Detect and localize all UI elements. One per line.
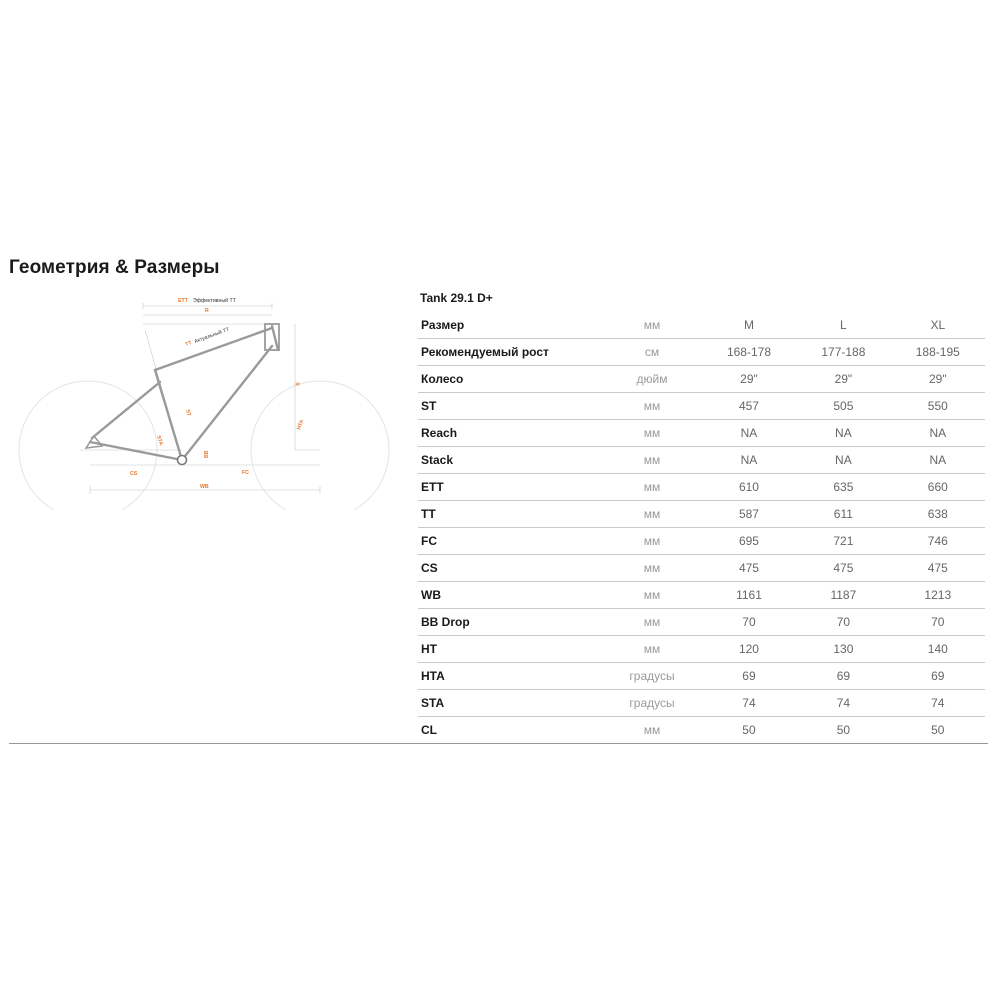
row-name: HT [418,636,602,663]
row-unit: мм [602,555,702,582]
row-unit: см [602,339,702,366]
table-row [418,501,985,528]
row-value: 70 [891,609,985,636]
row-value: 130 [796,636,890,663]
diagram-label-ett: ETT [178,298,188,304]
diagram-label-hta: HTA [296,418,306,431]
row-value: 74 [702,690,796,717]
row-unit: мм [602,609,702,636]
table-row [418,663,985,690]
diagram-label-bb: BB [204,450,210,458]
section-divider [9,743,988,744]
table-row [418,447,985,474]
row-value: 1213 [891,582,985,609]
row-name: ST [418,393,602,420]
row-value: 587 [702,501,796,528]
diagram-label-st: ST [184,408,192,417]
row-unit: мм [602,582,702,609]
row-value: NA [796,447,890,474]
row-value: 50 [796,717,890,744]
row-value: 69 [891,663,985,690]
row-name: Stack [418,447,602,474]
row-value: 69 [702,663,796,690]
row-name: HTA [418,663,602,690]
row-name: Колесо [418,366,602,393]
table-row [418,609,985,636]
row-value: 140 [891,636,985,663]
row-value: NA [891,420,985,447]
row-value: 168-178 [702,339,796,366]
header-name: Размер [418,312,602,339]
row-value: 188-195 [891,339,985,366]
table-row [418,528,985,555]
row-name: STA [418,690,602,717]
model-name: Tank 29.1 D+ [420,291,493,305]
row-value: NA [702,420,796,447]
row-value: 638 [891,501,985,528]
diagram-label-sta: STA [155,434,164,447]
table-row [418,339,985,366]
row-value: 611 [796,501,890,528]
row-name: CL [418,717,602,744]
table-row [418,555,985,582]
row-value: 475 [891,555,985,582]
row-value: 550 [891,393,985,420]
row-name: ETT [418,474,602,501]
row-value: 50 [702,717,796,744]
geometry-table [418,312,985,744]
row-value: 177-188 [796,339,890,366]
diagram-label-wb: WB [200,484,209,490]
row-value: 74 [796,690,890,717]
diagram-label-tt-text: Актуальный TT [193,326,231,345]
row-name: BB Drop [418,609,602,636]
bottom-bracket [178,456,187,465]
row-value: 660 [891,474,985,501]
row-value: 457 [702,393,796,420]
diagram-label-s: S [295,381,302,387]
header-size-xl: XL [891,312,985,339]
row-value: 746 [891,528,985,555]
row-value: 610 [702,474,796,501]
row-unit: мм [602,636,702,663]
row-unit: мм [602,447,702,474]
row-value: 475 [796,555,890,582]
row-value: 29" [891,366,985,393]
row-value: 475 [702,555,796,582]
row-value: NA [702,447,796,474]
row-unit: дюйм [602,366,702,393]
row-name: TT [418,501,602,528]
row-value: 70 [702,609,796,636]
table-row [418,690,985,717]
row-value: 69 [796,663,890,690]
row-name: CS [418,555,602,582]
table-row [418,420,985,447]
row-unit: мм [602,528,702,555]
header-size-m: M [702,312,796,339]
row-name: Рекомендуемый рост [418,339,602,366]
row-value: NA [891,447,985,474]
row-value: 635 [796,474,890,501]
row-value: NA [796,420,890,447]
header-size-l: L [796,312,890,339]
row-name: FC [418,528,602,555]
row-value: 505 [796,393,890,420]
row-value: 74 [891,690,985,717]
row-unit: мм [602,501,702,528]
row-name: Reach [418,420,602,447]
row-name: WB [418,582,602,609]
diagram-label-cs: CS [130,471,138,477]
row-value: 120 [702,636,796,663]
row-value: 29" [796,366,890,393]
table-row [418,366,985,393]
bike-geometry-diagram [10,290,410,510]
row-value: 29" [702,366,796,393]
table-row [418,393,985,420]
row-value: 1187 [796,582,890,609]
row-unit: мм [602,393,702,420]
row-value: 721 [796,528,890,555]
row-unit: мм [602,420,702,447]
row-value: 695 [702,528,796,555]
table-row [418,636,985,663]
row-unit: градусы [602,663,702,690]
row-value: 1161 [702,582,796,609]
page-title: Геометрия & Размеры [9,257,220,278]
row-unit: градусы [602,690,702,717]
table-row [418,717,985,744]
header-unit: мм [602,312,702,339]
row-unit: мм [602,717,702,744]
table-row [418,474,985,501]
diagram-label-fc: FC [242,470,249,476]
row-value: 70 [796,609,890,636]
row-value: 50 [891,717,985,744]
diagram-label-ett-text: Эффективный TT [193,298,236,304]
row-unit: мм [602,474,702,501]
table-row [418,582,985,609]
diagram-label-tt: TT [184,340,193,348]
diagram-label-r: R [205,308,209,314]
table-header-row [418,312,985,339]
